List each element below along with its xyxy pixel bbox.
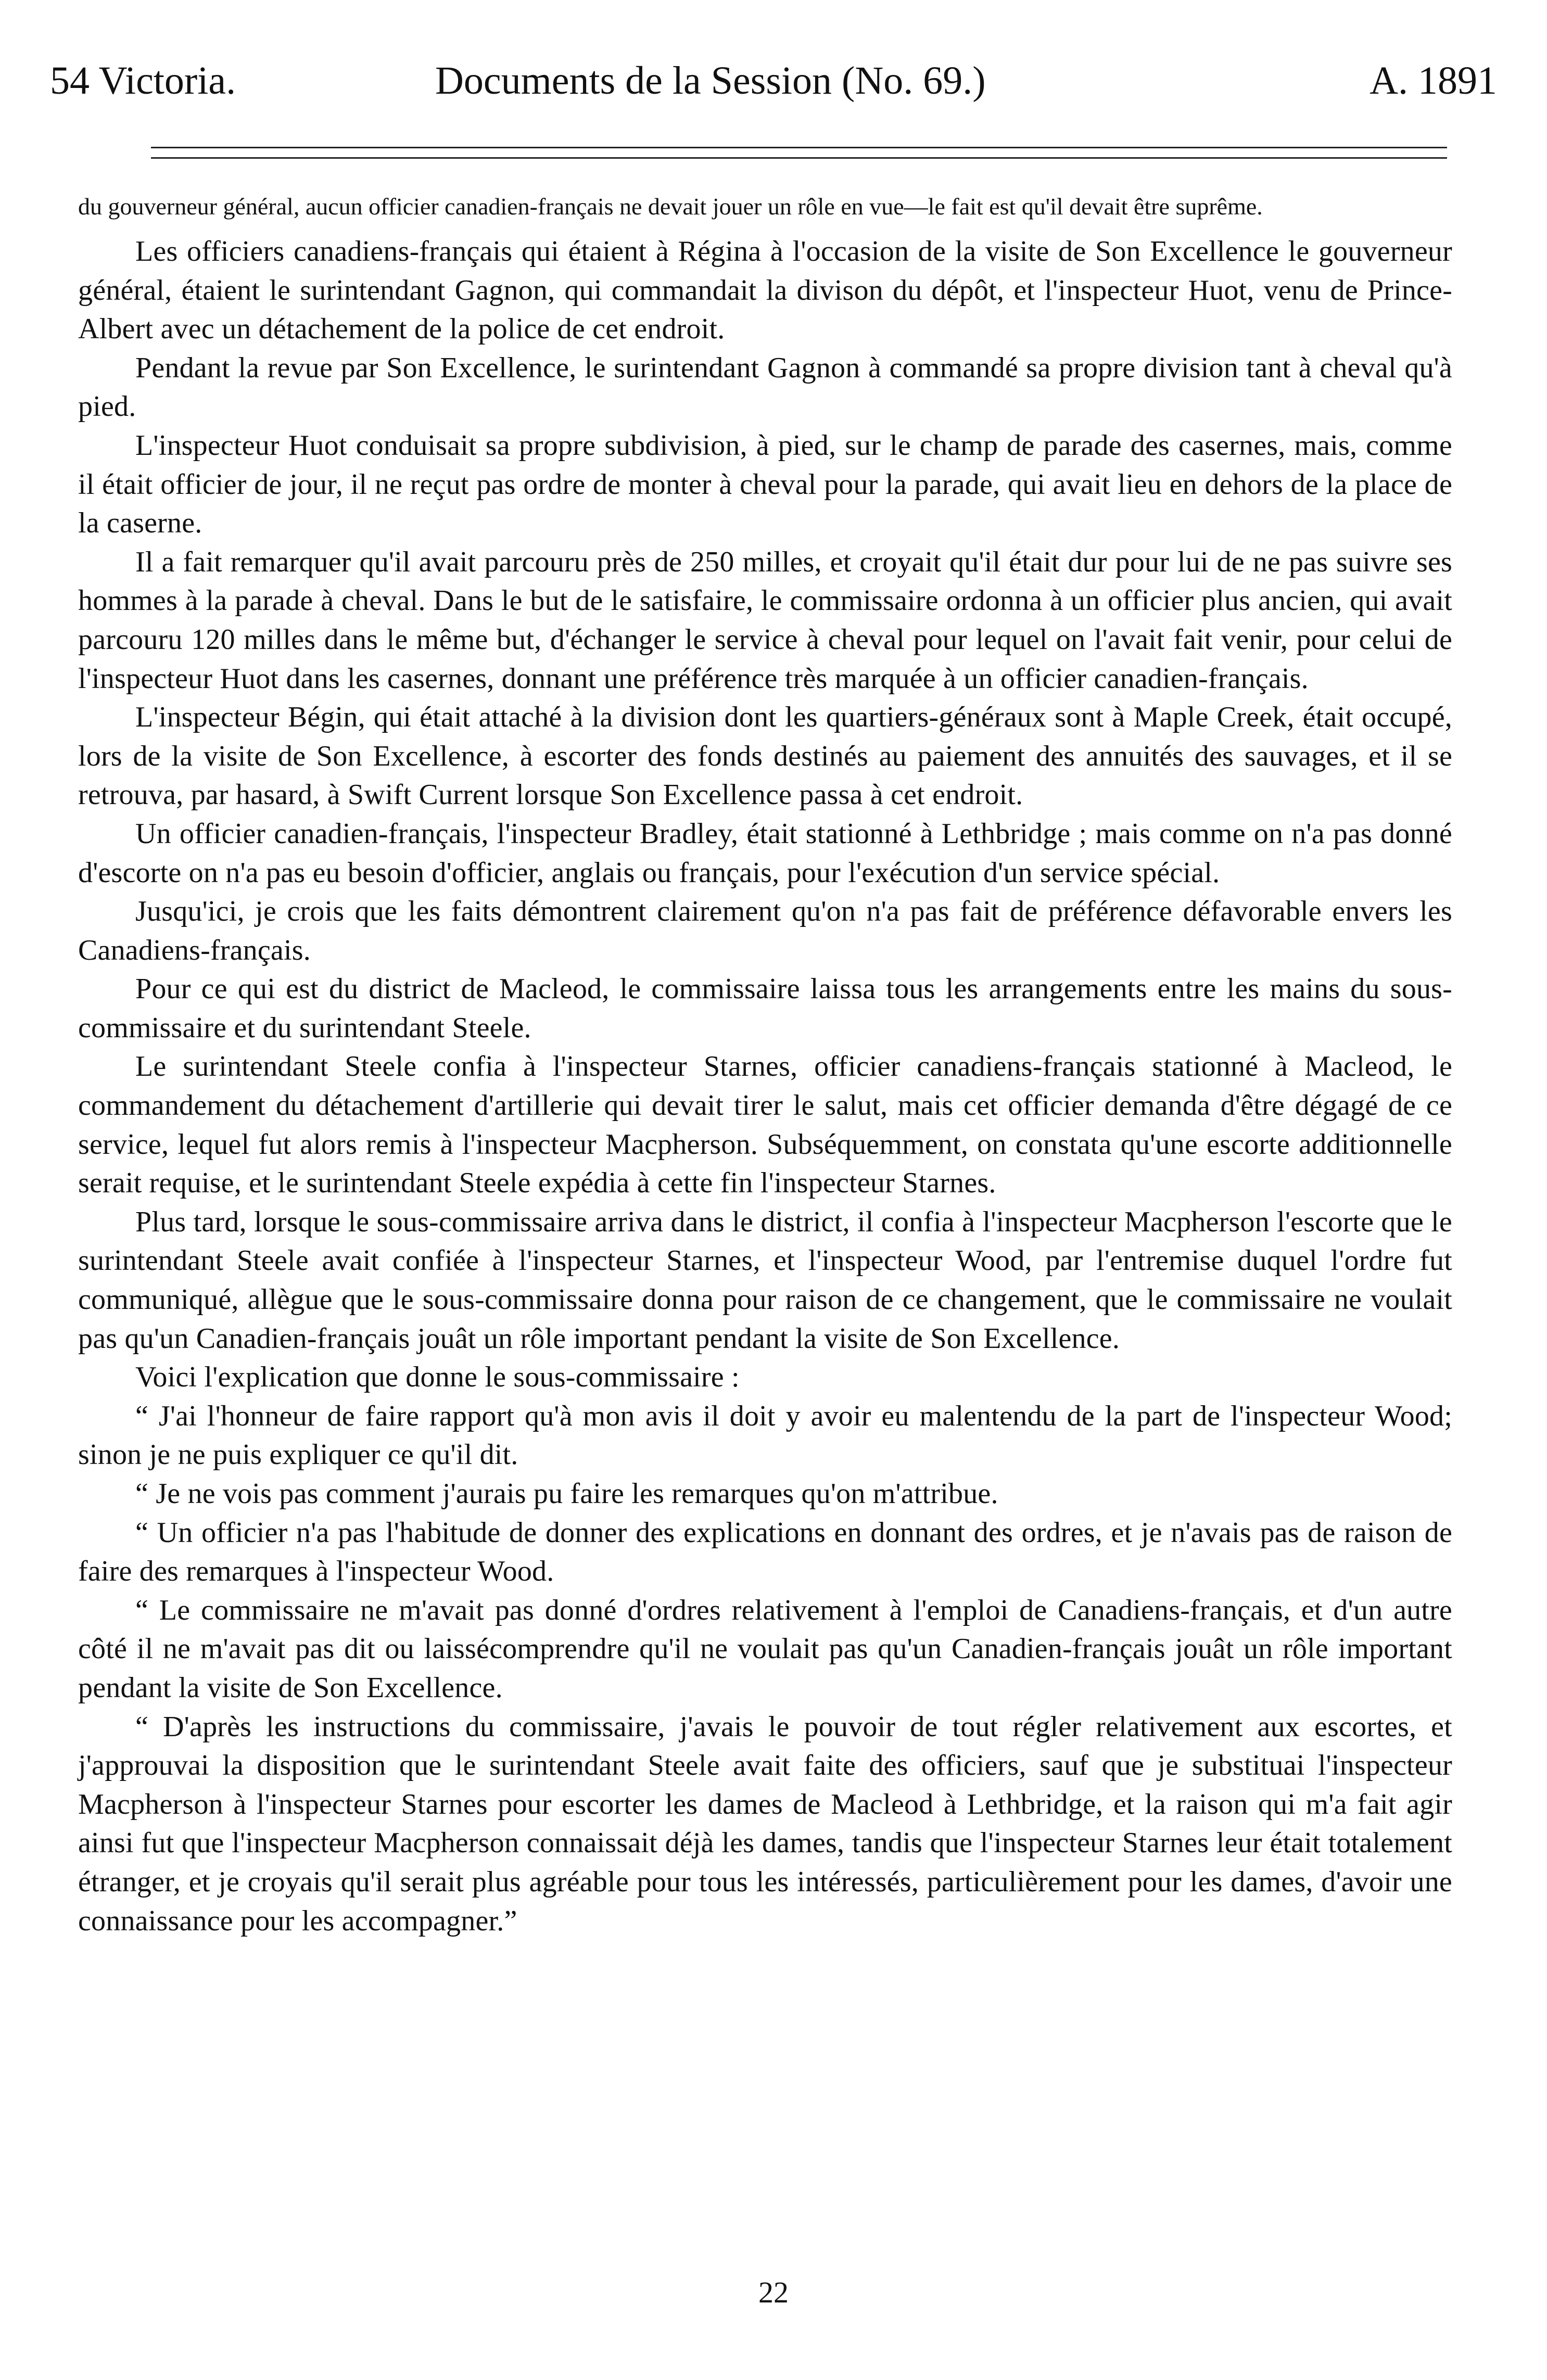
quoted-paragraph: “ J'ai l'honneur de faire rapport qu'à mon avis il doit y avoir eu malentendu de la part de l'inspecteur Wood; sinon je ne puis expliquer ce qu'il dit. bbox=[78, 1399, 1452, 1471]
continued-paragraph: du gouverneur général, aucun officier canadien-français ne devait jouer un rôle en vue—le fait est qu'il devait être suprême. bbox=[78, 193, 1263, 220]
page-number: 22 bbox=[758, 2275, 789, 2309]
body-text bbox=[78, 192, 1452, 1940]
quoted-paragraph: “ Le commissaire ne m'avait pas donné d'ordres relativement à l'emploi de Canadiens-français, et d'un autre côté il ne m'avait pas dit ou laissécomprendre qu'il ne voulait pas qu'un Canadien-français jouât un rôle important pendant la visite de Son Excellence. bbox=[78, 1594, 1452, 1704]
header-volume: 54 Victoria. bbox=[50, 59, 236, 103]
paragraph: Les officiers canadiens-français qui étaient à Régina à l'occasion de la visite de Son Excellence le gouverneur général, étaient le surintendant Gagnon, qui commandait la divison du dépôt, et l'inspecteur Huot, venu de Prince-Albert avec un détachement de la police de cet endroit. bbox=[78, 235, 1452, 346]
running-header bbox=[50, 49, 1497, 112]
paragraph: Pour ce qui est du district de Macleod, le commissaire laissa tous les arrangements entre les mains du sous-commissaire et du surintendant Steele. bbox=[78, 973, 1452, 1044]
quoted-paragraph: “ Je ne vois pas comment j'aurais pu faire les remarques qu'on m'attribue. bbox=[135, 1478, 998, 1510]
paragraph: Il a fait remarquer qu'il avait parcouru près de 250 milles, et croyait qu'il était dur pour lui de ne pas suivre ses hommes à la parade à cheval. Dans le but de le satisfaire, le commissaire ordonna à un officier plus ancien, qui avait parcouru 120 milles dans le même but, d'échanger le service à cheval pour lequel on l'avait fait venir, pour celui de l'inspecteur Huot dans les casernes, donnant une préférence très marquée à un officier canadien-français. bbox=[78, 545, 1452, 695]
paragraph: L'inspecteur Bégin, qui était attaché à la division dont les quartiers-généraux sont à Maple Creek, était occupé, lors de la visite de Son Excellence, à escorter des fonds destinés au paiement des annuités des sauvages, et il se retrouva, par hasard, à Swift Current lorsque Son Excellence passa à cet endroit. bbox=[78, 701, 1452, 811]
paragraph: Le surintendant Steele confia à l'inspecteur Starnes, officier canadiens-français stationné à Macleod, le commandement du détachement d'artillerie qui devait tirer le salut, mais cet officier demanda d'être dégagé de ce service, lequel fut alors remis à l'inspecteur Macpherson. Subséquemment, on constata qu'une escorte additionnelle serait requise, et le surintendant Steele expédia à cette fin l'inspecteur Starnes. bbox=[78, 1050, 1452, 1200]
quoted-paragraph: “ D'après les instructions du commissaire, j'avais le pouvoir de tout régler relativement aux escortes, et j'approuvai la disposition que le surintendant Steele avait faite des officiers, sauf que je substituai l'inspecteur Macpherson à l'inspecteur Starnes pour escorter les dames de Macleod à Lethbridge, et la raison qui m'a fait agir ainsi fut que l'inspecteur Macpherson connaissait déjà les dames, tandis que l'inspecteur Starnes leur était totalement étranger, et je croyais qu'il serait plus agréable pour tous les intéressés, particulièrement pour les dames, d'avoir une connaissance pour les accompagner.” bbox=[78, 1710, 1452, 1937]
header-title: Documents de la Session (No. 69.) bbox=[435, 59, 986, 103]
paragraph: Plus tard, lorsque le sous-commissaire arriva dans le district, il confia à l'inspecteur Macpherson l'escorte que le surintendant Steele avait confiée à l'inspecteur Starnes, et l'inspecteur Wood, par l'entremise duquel l'ordre fut communiqué, allègue que le sous-commissaire donna pour raison de ce changement, que le commissaire ne voulait pas qu'un Canadien-français jouât un rôle important pendant la visite de Son Excellence. bbox=[78, 1205, 1452, 1355]
paragraph: Voici l'explication que donne le sous-commissaire : bbox=[135, 1361, 740, 1394]
paragraph: L'inspecteur Huot conduisait sa propre subdivision, à pied, sur le champ de parade des casernes, mais, comme il était officier de jour, il ne reçut pas ordre de monter à cheval pour la parade, qui avait lieu en dehors de la place de la caserne. bbox=[78, 429, 1452, 540]
paragraph: Pendant la revue par Son Excellence, le surintendant Gagnon à commandé sa propre division tant à cheval qu'à pied. bbox=[78, 351, 1452, 423]
header-rule-top bbox=[151, 147, 1447, 148]
quoted-paragraph: “ Un officier n'a pas l'habitude de donner des explications en donnant des ordres, et je n'avais pas de raison de faire des remarques à l'inspecteur Wood. bbox=[78, 1516, 1452, 1588]
header-rule-bottom bbox=[151, 157, 1447, 159]
paragraph: Jusqu'ici, je crois que les faits démontrent clairement qu'on n'a pas fait de préférence défavorable envers les Canadiens-français. bbox=[78, 895, 1452, 966]
paragraph: Un officier canadien-français, l'inspecteur Bradley, était stationné à Lethbridge ; mais comme on n'a pas donné d'escorte on n'a pas eu besoin d'officier, anglais ou français, pour l'exécution d'un service spécial. bbox=[78, 817, 1452, 889]
header-year: A. 1891 bbox=[1370, 59, 1497, 103]
